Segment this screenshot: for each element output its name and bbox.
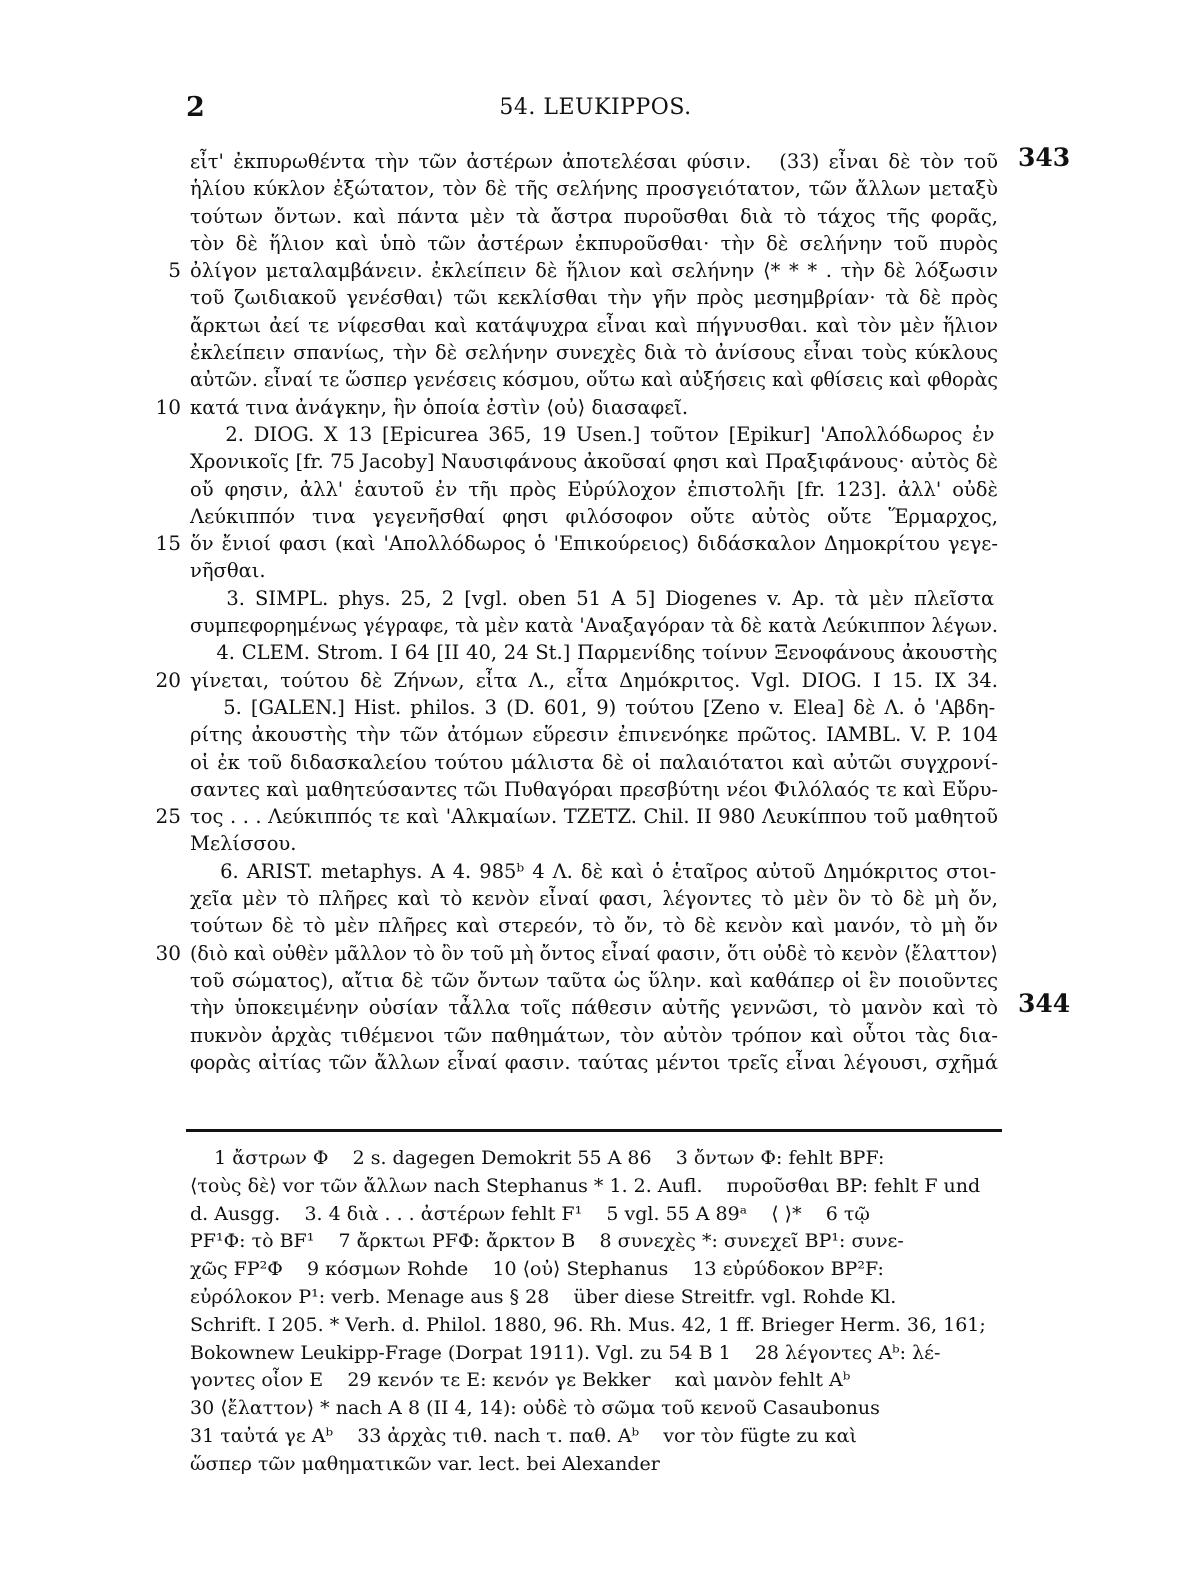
line-text: 6. ARIST. metaphys. A 4. 985ᵇ 4 Λ. δὲ καὶ ὁ ἑταῖρος αὐτοῦ Δημόκριτος στοι- bbox=[190, 859, 997, 883]
line-number: 30 bbox=[155, 940, 181, 965]
main-text bbox=[155, 143, 1071, 1076]
footnote-line: Schrift. I 205. * Verh. d. Philol. 1880, 96. Rh. Mus. 42, 1 ff. Brieger Herm. 36, 161; bbox=[190, 1313, 986, 1336]
line-number: 5 bbox=[168, 258, 181, 283]
text-line bbox=[190, 448, 998, 475]
line-text: ρίτης ἀκουστὴς τὴν τῶν ἀτόμων εὕρεσιν ἐπινενόηκε πρῶτος. IAMBL. V. P. 104 bbox=[190, 723, 998, 747]
line-text: εἶτ' ἐκπυρωθέντα τὴν τῶν ἀστέρων ἀποτελέσαι φύσιν. (33) εἶναι δὲ τὸν τοῦ bbox=[190, 150, 998, 173]
line-text: τὴν ὑποκειμένην οὐσίαν τἆλλα τοῖς πάθεσιν αὐτῆς γεννῶσι, τὸ μανὸν καὶ τὸ bbox=[190, 996, 998, 1020]
line-text: φορὰς αἰτίας τῶν ἄλλων εἶναί φασιν. ταύτας μέντοι τρεῖς εἶναι λέγουσι, σχῆμά bbox=[190, 1050, 998, 1074]
line-text: συμπεφορημένως γέγραφε, τὰ μὲν κατὰ 'Αναξαγόραν τὰ δὲ κατὰ Λεύκιππον λέγων. bbox=[190, 614, 998, 638]
text-line bbox=[190, 175, 998, 202]
text-line bbox=[190, 830, 998, 857]
footnote-line: ⟨τοὺς δὲ⟩ vor τῶν ἄλλων nach Stephanus * 1. 2. Aufl. πυροῦσθαι BP: fehlt F und bbox=[190, 1174, 981, 1197]
text-line bbox=[190, 989, 1071, 1021]
text-line bbox=[155, 394, 998, 421]
footnote-line: PF¹Φ: τὸ BF¹ 7 ἄρκτωι PFΦ: ἄρκτον B 8 συνεχὲς *: συνεχεῖ BP¹: συνε- bbox=[190, 1230, 904, 1253]
footnote-line: 1 ἄστρων Φ 2 s. dagegen Demokrit 55 A 86 3 ὄντων Φ: fehlt BPF: bbox=[190, 1147, 885, 1169]
line-text: 2. DIOG. X 13 [Epicurea 365, 19 Usen.] τοῦτον [Epikur] 'Απολλόδωρος ἐν bbox=[190, 422, 995, 446]
text-line bbox=[190, 858, 998, 885]
footnote-line: Bokownew Leukipp-Frage (Dorpat 1911). Vgl. zu 54 B 1 28 λέγοντες Aᵇ: λέ- bbox=[190, 1341, 941, 1364]
margin-page-ref: 343 bbox=[1018, 143, 1071, 172]
footnote-line: 30 ⟨ἔλαττον⟩ * nach A 8 (II 4, 14): οὐδὲ τὸ σῶμα τοῦ κενοῦ Casaubonus bbox=[190, 1397, 880, 1420]
text-line bbox=[155, 667, 998, 694]
text-line bbox=[190, 503, 998, 530]
page-number: 2 bbox=[186, 92, 205, 123]
text-line bbox=[190, 585, 998, 612]
text-line bbox=[190, 366, 998, 393]
text-line bbox=[190, 721, 998, 748]
line-text: πυκνὸν ἀρχὰς τιθέμενοι τῶν παθημάτων, τὸν αὐτὸν τρόπον καὶ οὗτοι τὰς δια- bbox=[190, 1023, 998, 1047]
line-text: 4. CLEM. Strom. I 64 [II 40, 24 St.] Παρμενίδης τοίνυν Ξενοφάνους ἀκουστὴς bbox=[190, 641, 998, 665]
text-line bbox=[155, 803, 998, 830]
text-line bbox=[190, 967, 998, 994]
line-text: ὅν ἔνιοί φασι (καὶ 'Απολλόδωρος ὁ 'Επικούρειος) διδάσκαλον Δημοκρίτου γεγε- bbox=[190, 532, 998, 556]
footnote-divider bbox=[186, 1129, 1002, 1132]
text-line bbox=[155, 530, 998, 557]
line-number: 15 bbox=[155, 531, 181, 556]
line-text: τοῦ ζωιδιακοῦ γενέσθαι⟩ τῶι κεκλίσθαι τὴν γῆν πρὸς μεσημβρίαν· τὰ δὲ πρὸς bbox=[190, 286, 998, 310]
text-line bbox=[190, 230, 998, 257]
text-line bbox=[190, 421, 998, 448]
line-text: Μελίσσου. bbox=[190, 832, 297, 856]
line-text: ἐκλείπειν σπανίως, τὴν δὲ σελήνην συνεχὲς διὰ τὸ ἀνίσους εἶναι τοὺς κύκλους bbox=[190, 341, 998, 365]
footnotes bbox=[190, 1145, 998, 1479]
line-text: ὀλίγον μεταλαμβάνειν. ἐκλείπειν δὲ ἥλιον καὶ σελήνην ⟨* * * . τὴν δὲ λόξωσιν bbox=[190, 259, 998, 283]
line-text: αὐτῶν. εἶναί τε ὥσπερ γενέσεις κόσμου, οὕτω καὶ αὐξήσεις καὶ φθίσεις καὶ φθορὰς bbox=[190, 368, 998, 392]
text-line bbox=[190, 203, 998, 230]
text-line bbox=[155, 940, 998, 967]
line-text: τούτων ὄντων. καὶ πάντα μὲν τὰ ἄστρα πυροῦσθαι διὰ τὸ τάχος τῆς φορᾶς, bbox=[190, 204, 998, 228]
text-line bbox=[168, 257, 998, 284]
text-line bbox=[190, 339, 998, 366]
line-text: κατά τινα ἀνάγκην, ἣν ὁποία ἐστὶν ⟨οὐ⟩ διασαφεῖ. bbox=[190, 395, 689, 419]
line-text: 5. [GALEN.] Hist. philos. 3 (D. 601, 9) τούτου [Zeno v. Elea] δὲ Λ. ὁ 'Αβδη- bbox=[190, 695, 996, 719]
running-title: 54. LEUKIPPOS. bbox=[499, 95, 692, 120]
text-line bbox=[190, 312, 998, 339]
line-text: (διὸ καὶ οὐθὲν μᾶλλον τὸ ὂν τοῦ μὴ ὄντος εἶναί φασιν, ὅτι οὐδὲ τὸ κενὸν ⟨ἔλαττον⟩ bbox=[190, 941, 998, 965]
text-line bbox=[190, 1022, 998, 1049]
text-line bbox=[190, 1049, 998, 1076]
text-line bbox=[190, 557, 998, 584]
line-text: οὔ φησιν, ἀλλ' ἑαυτοῦ ἐν τῆι πρὸς Εὐρύλοχον ἐπιστολῆι [fr. 123]. ἀλλ' οὐδὲ bbox=[190, 477, 998, 501]
line-text: οἱ ἐκ τοῦ διδασκαλείου τούτου μάλιστα δὲ οἱ παλαιότατοι καὶ αὐτῶι συγχρονί- bbox=[190, 750, 998, 774]
line-text: Χρονικοῖς [fr. 75 Jacoby] Ναυσιφάνους ἀκοῦσαί φησι καὶ Πραξιφάνους· αὐτὸς δὲ bbox=[190, 450, 998, 474]
text-line bbox=[190, 639, 998, 666]
line-number: 20 bbox=[155, 667, 181, 692]
line-text: τούτων δὲ τὸ μὲν πλῆρες καὶ στερεόν, τὸ ὄν, τὸ δὲ κενὸν καὶ μανόν, τὸ μὴ ὄν bbox=[190, 914, 998, 938]
text-line bbox=[190, 694, 998, 721]
line-text: σαντες καὶ μαθητεύσαντες τῶι Πυθαγόραι πρεσβύτηι νέοι Φιλόλαός τε καὶ Εὔρυ- bbox=[190, 777, 998, 801]
text-line bbox=[190, 284, 998, 311]
line-number: 10 bbox=[155, 394, 181, 419]
text-line bbox=[190, 912, 998, 939]
footnote-line: 31 ταὐτά γε Aᵇ 33 ἀρχὰς τιθ. nach τ. παθ. Aᵇ vor τὸν fügte zu καὶ bbox=[190, 1424, 857, 1447]
footnote-line: d. Ausgg. 3. 4 διὰ . . . ἀστέρων fehlt F¹ 5 vgl. 55 A 89ᵃ ⟨ ⟩* 6 τῷ bbox=[190, 1202, 870, 1225]
line-text: τοῦ σώματος), αἴτια δὲ τῶν ὄντων ταῦτα ὡς ὕλην. καὶ καθάπερ οἱ ἓν ποιοῦντες bbox=[190, 968, 998, 992]
line-text: τὸν δὲ ἥλιον καὶ ὑπὸ τῶν ἀστέρων ἐκπυροῦσθαι· τὴν δὲ σελήνην τοῦ πυρὸς bbox=[190, 231, 998, 255]
line-text: νῆσθαι. bbox=[190, 559, 266, 583]
line-text: χεῖα μὲν τὸ πλῆρες καὶ τὸ κενὸν εἶναί φασι, λέγοντες τὸ μὲν ὂν τὸ δὲ μὴ ὄν, bbox=[190, 887, 998, 911]
line-text: 3. SIMPL. phys. 25, 2 [vgl. oben 51 A 5] Diogenes v. Ap. τὰ μὲν πλεῖστα bbox=[190, 586, 995, 610]
footnote-line: ὥσπερ τῶν μαθηματικῶν var. lect. bei Alexander bbox=[190, 1452, 660, 1475]
footnote-line: γοντες οἷον E 29 κενόν τε E: κενόν γε Bekker καὶ μανὸν fehlt Aᵇ bbox=[190, 1369, 851, 1392]
line-text: ἄρκτωι ἀεί τε νίφεσθαι καὶ κατάψυχρα εἶναι καὶ πήγνυσθαι. καὶ τὸν μὲν ἥλιον bbox=[190, 313, 998, 337]
line-text: γίνεται, τούτου δὲ Ζήνων, εἶτα Λ., εἶτα Δημόκριτος. Vgl. DIOG. I 15. IX 34. bbox=[190, 668, 998, 692]
footnote-line: χῶς FP²Φ 9 κόσμων Rohde 10 ⟨οὐ⟩ Stephanus 13 εὐρύδοκον BP²F: bbox=[190, 1258, 884, 1281]
text-line bbox=[190, 612, 998, 639]
text-line bbox=[190, 776, 998, 803]
text-line bbox=[190, 476, 998, 503]
margin-page-ref: 344 bbox=[1018, 989, 1071, 1019]
line-text: Λεύκιππόν τινα γεγενῆσθαί φησι φιλόσοφον οὔτε αὐτὸς οὔτε Ἕρμαρχος, bbox=[190, 504, 998, 528]
text-line bbox=[190, 885, 998, 912]
footnote-line: εὐρόλοκον P¹: verb. Menage aus § 28 über diese Streitfr. vgl. Rohde Kl. bbox=[190, 1285, 897, 1308]
text-line bbox=[190, 749, 998, 776]
line-text: τος . . . Λεύκιππός τε καὶ 'Αλκμαίων. TZETZ. Chil. II 980 Λευκίππου τοῦ μαθητοῦ bbox=[190, 805, 998, 829]
line-text: ἡλίου κύκλον ἐξώτατον, τὸν δὲ τῆς σελήνης προσγειότατον, τῶν ἄλλων μεταξὺ bbox=[190, 177, 998, 201]
text-line bbox=[190, 143, 1071, 175]
line-number: 25 bbox=[155, 804, 181, 829]
